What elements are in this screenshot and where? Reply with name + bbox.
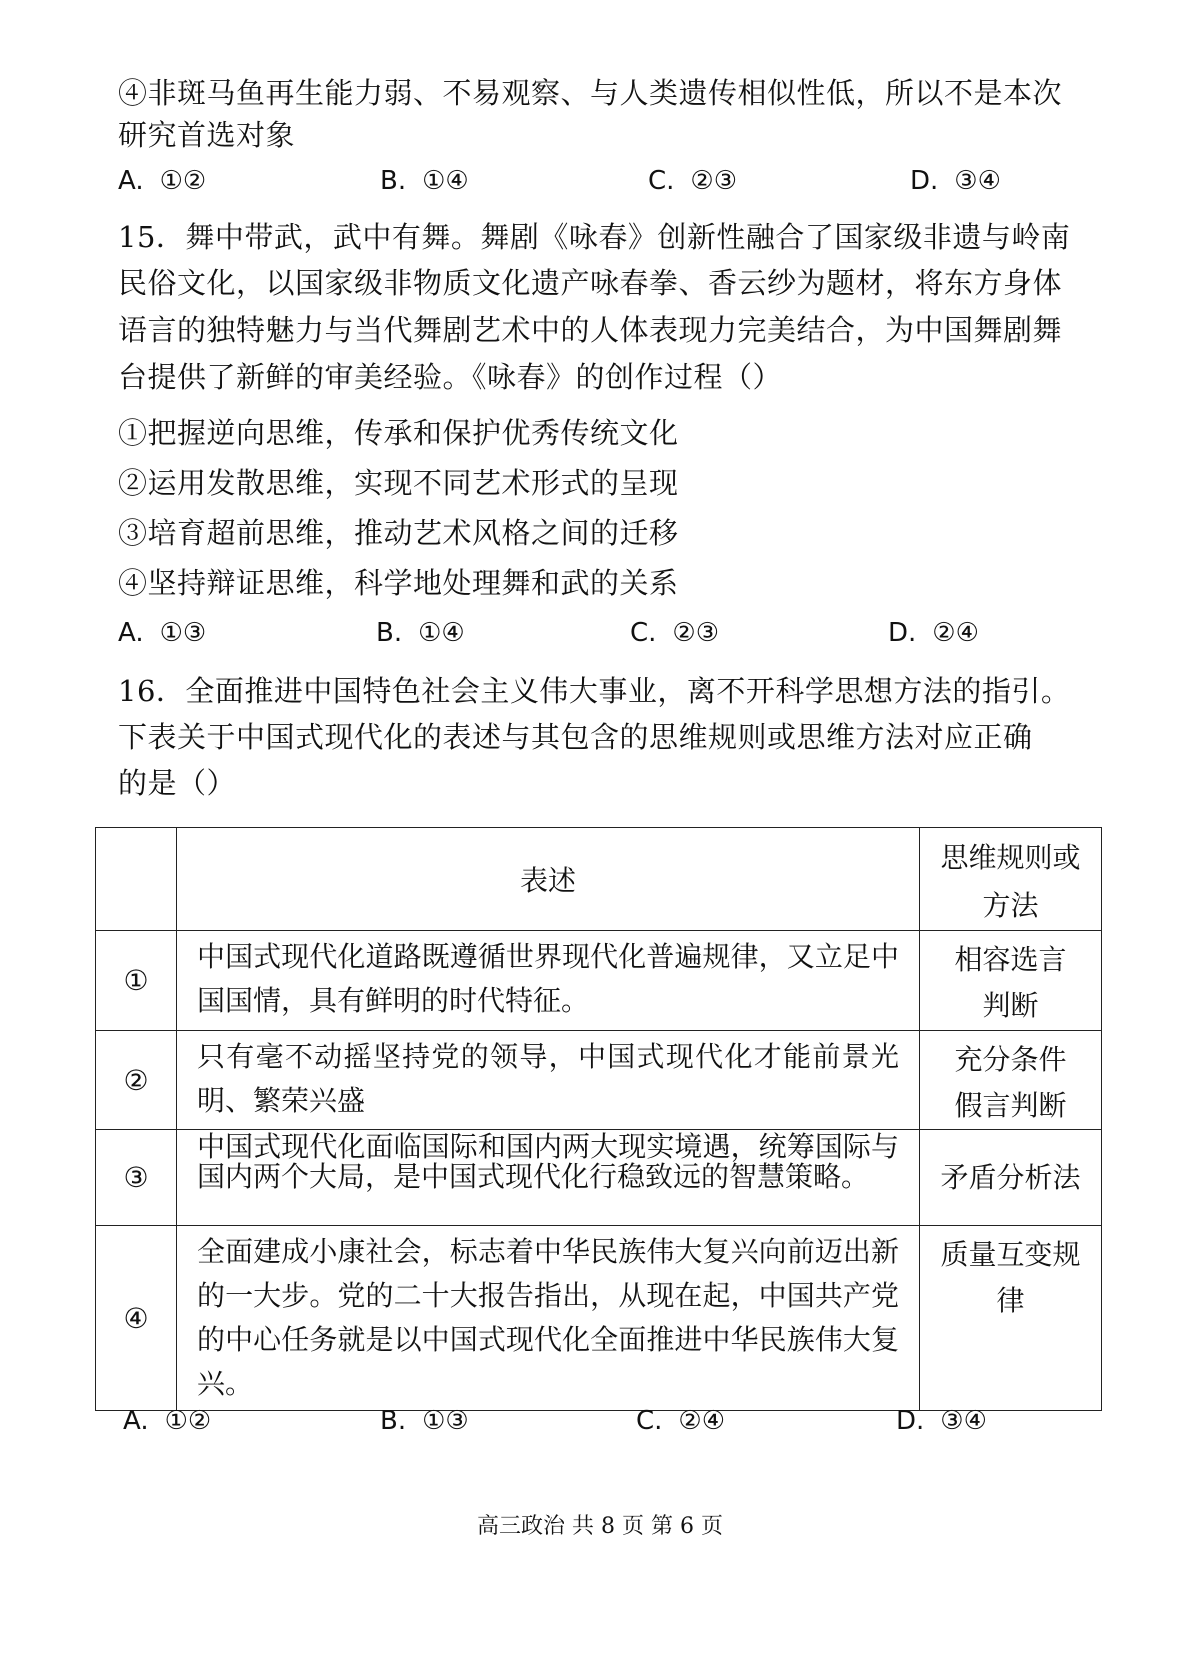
q16-option-d[interactable]: D. ③④: [896, 1406, 987, 1436]
q15-options: [118, 608, 1078, 658]
row-3-desc: 中国式现代化面临国际和国内两大现实境遇，统筹国际与国内两个大局，是中国式现代化行稳致远的智慧策略。: [177, 1130, 920, 1226]
q15-statement-4: ④坚持辩证思维，科学地处理舞和武的关系: [118, 566, 679, 600]
q15-stem-line-2: 民俗文化，以国家级非物质文化遗产咏春拳、香云纱为题材，将东方身体: [118, 266, 1063, 300]
q15-option-c[interactable]: C. ②③: [630, 618, 720, 648]
q14-option-b[interactable]: B. ①④: [380, 166, 469, 196]
q15-option-b[interactable]: B. ①④: [376, 618, 465, 648]
row-4-desc: 全面建成小康社会，标志着中华民族伟大复兴向前迈出新的一大步。党的二十大报告指出，从现在起，中国共产党的中心任务就是以中国式现代化全面推进中华民族伟大复兴。: [177, 1226, 920, 1411]
row-1-rule-line-2: 判断: [982, 989, 1039, 1022]
row-4-num: ④: [96, 1226, 177, 1411]
q15-stem-line-1: 15．舞中带武，武中有舞。舞剧《咏春》创新性融合了国家级非遗与岭南: [118, 220, 1071, 254]
table-row: [96, 1130, 1102, 1226]
q16-options: [118, 1396, 1078, 1446]
header-desc-cell: 表述: [177, 828, 920, 931]
q16-option-c[interactable]: C. ②④: [636, 1406, 726, 1436]
q15-stem-line-4: 台提供了新鲜的审美经验。《咏春》的创作过程（）: [118, 360, 783, 394]
page-footer: 高三政治 共 8 页 第 6 页: [477, 1514, 723, 1539]
row-2-rule-line-2: 假言判断: [954, 1089, 1067, 1122]
q16-option-b[interactable]: B. ①③: [380, 1406, 469, 1436]
row-4-rule: [920, 1226, 1102, 1411]
table-row: [96, 1031, 1102, 1130]
q16-stem-line-3: 的是（）: [118, 766, 237, 800]
row-2-rule: [920, 1031, 1102, 1130]
q14-option-c[interactable]: C. ②③: [648, 166, 738, 196]
row-4-rule-line-2: 律: [996, 1284, 1025, 1317]
row-2-rule-line-1: 充分条件: [954, 1043, 1067, 1076]
header-rule-line-2: 方法: [982, 889, 1039, 922]
q15-statement-2: ②运用发散思维，实现不同艺术形式的呈现: [118, 466, 679, 500]
q16-stem-line-1: 16．全面推进中国特色社会主义伟大事业，离不开科学思想方法的指引。: [118, 674, 1071, 708]
row-3-rule-line-1: 矛盾分析法: [940, 1160, 1081, 1194]
q16-table: [95, 827, 1102, 1411]
q16-stem-line-2: 下表关于中国式现代化的表述与其包含的思维规则或思维方法对应正确: [118, 720, 1033, 754]
row-2-num: ②: [96, 1031, 177, 1130]
q15-stem-line-3: 语言的独特魅力与当代舞剧艺术中的人体表现力完美结合，为中国舞剧舞: [118, 313, 1063, 347]
q14-option-a[interactable]: A. ①②: [118, 166, 207, 196]
header-rule-line-1: 思维规则或: [940, 841, 1081, 874]
table-row: [96, 931, 1102, 1031]
q16-option-a[interactable]: A. ①②: [123, 1406, 212, 1436]
header-num-cell: [96, 828, 177, 931]
row-3-rule: [920, 1130, 1102, 1226]
row-1-num: ①: [96, 931, 177, 1031]
row-2-desc: 只有毫不动摇坚持党的领导，中国式现代化才能前景光明、繁荣兴盛: [177, 1031, 920, 1130]
q15-statement-1: ①把握逆向思维，传承和保护优秀传统文化: [118, 416, 679, 450]
q14-statement-4-line-2: 研究首选对象: [118, 118, 296, 152]
q15-statement-3: ③培育超前思维，推动艺术风格之间的迁移: [118, 516, 679, 550]
q15-option-a[interactable]: A. ①③: [118, 618, 207, 648]
header-rule-cell: [920, 828, 1102, 931]
row-4-rule-line-1: 质量互变规: [940, 1238, 1081, 1271]
q15-option-d[interactable]: D. ②④: [888, 618, 979, 648]
row-1-rule-line-1: 相容选言: [954, 943, 1067, 976]
q14-option-d[interactable]: D. ③④: [910, 166, 1001, 196]
row-1-desc: 中国式现代化道路既遵循世界现代化普遍规律，又立足中国国情，具有鲜明的时代特征。: [177, 931, 920, 1031]
q14-options: [118, 156, 1078, 206]
q14-statement-4-line-1: ④非斑马鱼再生能力弱、不易观察、与人类遗传相似性低，所以不是本次: [118, 76, 1063, 110]
table-header-row: [96, 828, 1102, 931]
row-3-num: ③: [96, 1130, 177, 1226]
row-1-rule: [920, 931, 1102, 1031]
table-row: [96, 1226, 1102, 1411]
